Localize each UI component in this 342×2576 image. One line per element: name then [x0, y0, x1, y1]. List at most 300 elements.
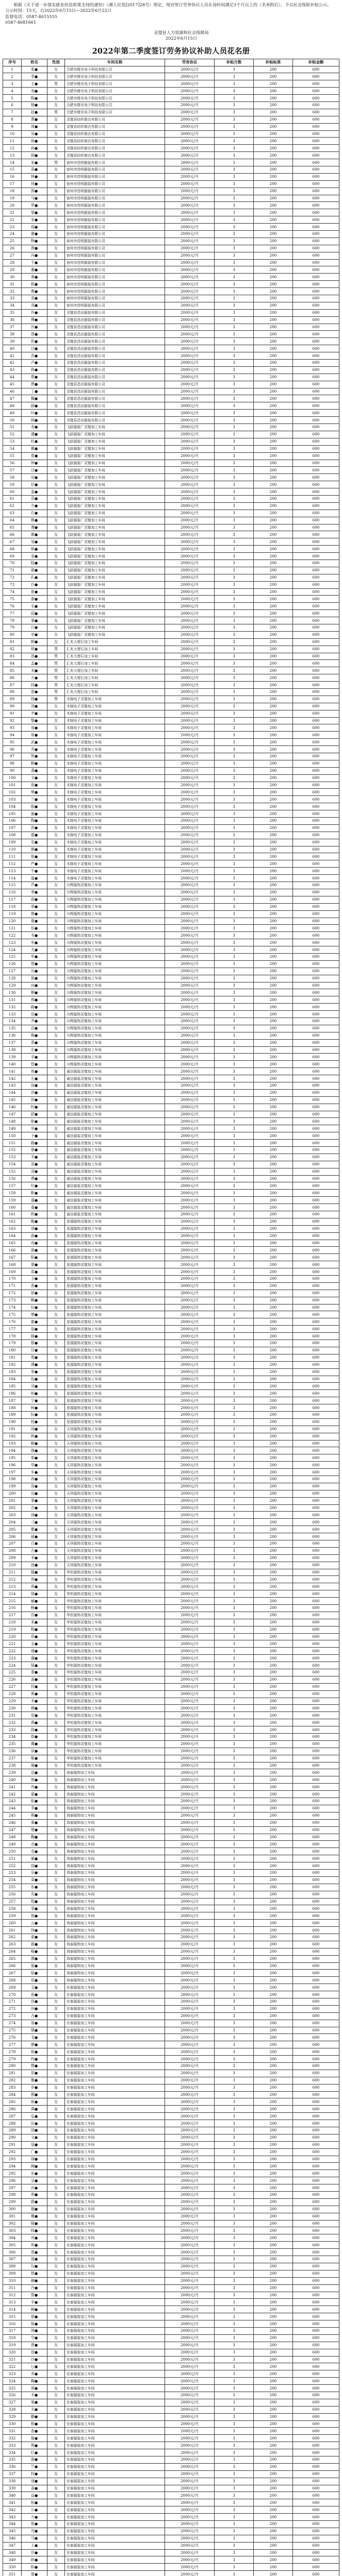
cell-name: 沿● [22, 1025, 47, 1032]
cell-amount: 600 [293, 2120, 339, 2127]
cell-months: 3 [215, 445, 254, 452]
table-row [3, 1290, 339, 1297]
cell-name: 丛● [22, 968, 47, 975]
table-row [3, 1075, 339, 1082]
cell-gender: 女 [47, 1798, 65, 1805]
cell-months: 3 [215, 2098, 254, 2106]
cell-amount: 600 [293, 1290, 339, 1297]
cell-name: 桑● [22, 1819, 47, 1826]
cell-name: 靳● [22, 1190, 47, 1197]
cell-agreement: 2000元/月 [165, 2263, 215, 2270]
cell-amount: 600 [293, 259, 339, 266]
cell-workshop: 宏泰服装加工车间 [65, 2113, 165, 2120]
cell-standard: 200 [254, 1011, 293, 1018]
cell-standard: 200 [254, 2292, 293, 2299]
cell-name: 卢● [22, 360, 47, 367]
cell-agreement: 2000元/月 [165, 1583, 215, 1590]
cell-workshop: 鸿泰服饰加工车间 [65, 1927, 165, 1934]
cell-gender: 女 [47, 1891, 65, 1898]
cell-amount: 600 [293, 1268, 339, 1276]
cell-workshop: 宏泰服装加工车间 [65, 2227, 165, 2234]
cell-index: 143 [3, 1082, 22, 1089]
cell-months: 3 [215, 452, 254, 460]
cell-gender: 女 [47, 2535, 65, 2542]
cell-gender: 女 [47, 1791, 65, 1798]
table-row [3, 467, 339, 474]
cell-name: 弘● [22, 2113, 47, 2120]
cell-gender: 女 [47, 138, 65, 145]
cell-agreement: 2000元/月 [165, 2564, 215, 2571]
cell-standard: 200 [254, 2442, 293, 2449]
table-row [3, 975, 339, 982]
cell-name: 衡● [22, 2077, 47, 2084]
cell-months: 3 [215, 631, 254, 638]
cell-agreement: 2000元/月 [165, 1383, 215, 1390]
cell-workshop: 飞跃服装厂灵璧加工车间 [65, 474, 165, 481]
table-row [3, 109, 339, 116]
cell-name: 章● [22, 903, 47, 910]
cell-amount: 600 [293, 674, 339, 682]
cell-name: 薄● [22, 1361, 47, 1368]
cell-agreement: 2000元/月 [165, 760, 215, 767]
table-row [3, 1276, 339, 1283]
cell-agreement: 2000元/月 [165, 1497, 215, 1504]
cell-workshop: 宏泰服装加工车间 [65, 2027, 165, 2034]
cell-index: 309 [3, 2270, 22, 2277]
cell-months: 3 [215, 1869, 254, 1876]
cell-amount: 600 [293, 925, 339, 932]
cell-index: 347 [3, 2542, 22, 2549]
cell-name: 左● [22, 1075, 47, 1082]
cell-standard: 200 [254, 960, 293, 968]
table-row [3, 238, 339, 245]
table-row [3, 646, 339, 653]
cell-months: 3 [215, 2528, 254, 2535]
cell-index: 340 [3, 2492, 22, 2499]
cell-gender: 女 [47, 1970, 65, 1977]
cell-index: 55 [3, 452, 22, 460]
table-row [3, 2392, 339, 2399]
cell-index: 241 [3, 1784, 22, 1791]
cell-gender: 男 [47, 159, 65, 166]
cell-index: 289 [3, 2127, 22, 2134]
cell-months: 3 [215, 1812, 254, 1819]
cell-standard: 200 [254, 2564, 293, 2571]
table-row [3, 581, 339, 588]
cell-agreement: 2000元/月 [165, 2148, 215, 2156]
cell-index: 156 [3, 1175, 22, 1182]
table-row [3, 2571, 339, 2576]
cell-index: 160 [3, 1204, 22, 1211]
cell-workshop: 木制电子灵璧加工车间 [65, 832, 165, 839]
cell-months: 3 [215, 1876, 254, 1884]
cell-gender: 女 [47, 245, 65, 252]
cell-months: 3 [215, 796, 254, 803]
cell-standard: 200 [254, 2406, 293, 2413]
cell-workshop: 木制电子灵璧加工车间 [65, 824, 165, 832]
cell-index: 158 [3, 1190, 22, 1197]
cell-amount: 600 [293, 2306, 339, 2313]
cell-workshop: 鸿泰服饰加工车间 [65, 1862, 165, 1870]
table-row [3, 1598, 339, 1605]
cell-agreement: 2000元/月 [165, 2170, 215, 2177]
cell-agreement: 2000元/月 [165, 2449, 215, 2456]
cell-months: 3 [215, 1819, 254, 1826]
cell-months: 3 [215, 360, 254, 367]
cell-gender: 女 [47, 1991, 65, 1998]
cell-workshop: 木制电子灵璧加工车间 [65, 853, 165, 860]
cell-months: 3 [215, 2227, 254, 2234]
cell-name: 金● [22, 553, 47, 560]
cell-workshop: 川辉服饰灵璧加工车间 [65, 1039, 165, 1046]
cell-workshop: 思源服饰灵璧加工车间 [65, 1418, 165, 1426]
cell-gender: 女 [47, 1920, 65, 1927]
cell-index: 2 [3, 73, 22, 80]
cell-index: 327 [3, 2399, 22, 2406]
cell-index: 283 [3, 2084, 22, 2091]
cell-months: 3 [215, 1361, 254, 1368]
cell-amount: 600 [293, 1326, 339, 1333]
cell-workshop: 天祥服饰灵璧加工车间 [65, 1512, 165, 1519]
cell-agreement: 2000元/月 [165, 1290, 215, 1297]
cell-workshop: 天祥服饰灵璧加工车间 [65, 1526, 165, 1533]
cell-gender: 女 [47, 1268, 65, 1276]
table-row [3, 1397, 339, 1404]
table-row [3, 2227, 339, 2234]
cell-amount: 600 [293, 839, 339, 846]
cell-amount: 600 [293, 546, 339, 553]
cell-agreement: 2000元/月 [165, 295, 215, 302]
cell-workshop: 思源服饰灵璧加工车间 [65, 1297, 165, 1304]
cell-workshop: 鸿泰服饰加工车间 [65, 1891, 165, 1898]
cell-amount: 600 [293, 1562, 339, 1569]
table-row [3, 2284, 339, 2292]
cell-index: 331 [3, 2428, 22, 2435]
cell-gender: 女 [47, 1834, 65, 1841]
cell-gender: 女 [47, 1705, 65, 1712]
table-row [3, 2213, 339, 2220]
table-row [3, 424, 339, 431]
cell-agreement: 2000元/月 [165, 2442, 215, 2449]
table-row [3, 1905, 339, 1912]
cell-months: 3 [215, 2399, 254, 2406]
cell-gender: 女 [47, 1190, 65, 1197]
cell-index: 278 [3, 2048, 22, 2056]
cell-workshop: 汇兆大理石加工车间 [65, 653, 165, 660]
cell-workshop: 思源服饰灵璧加工车间 [65, 1304, 165, 1311]
cell-workshop: 鸿泰服饰加工车间 [65, 1934, 165, 1941]
cell-gender: 女 [47, 732, 65, 739]
table-row [3, 80, 339, 88]
cell-index: 179 [3, 1340, 22, 1347]
cell-workshop: 宏泰服装加工车间 [65, 2163, 165, 2170]
cell-workshop: 鸿泰服饰加工车间 [65, 1876, 165, 1884]
table-row [3, 1554, 339, 1562]
cell-gender: 女 [47, 2091, 65, 2098]
cell-workshop: 宏泰服装加工车间 [65, 2549, 165, 2556]
cell-name: 顾● [22, 638, 47, 646]
table-row [3, 2428, 339, 2435]
cell-standard: 200 [254, 2156, 293, 2163]
table-row [3, 2249, 339, 2256]
cell-standard: 200 [254, 2356, 293, 2363]
cell-workshop: 华钦服饰灵璧加工车间 [65, 1590, 165, 1598]
cell-months: 3 [215, 1748, 254, 1755]
cell-gender: 女 [47, 1075, 65, 1082]
cell-months: 3 [215, 918, 254, 925]
cell-index: 149 [3, 1125, 22, 1132]
cell-months: 3 [215, 1955, 254, 1962]
cell-index: 140 [3, 1061, 22, 1068]
cell-workshop: 木制电子灵璧加工车间 [65, 782, 165, 789]
cell-amount: 600 [293, 295, 339, 302]
table-row [3, 710, 339, 717]
table-row [3, 832, 339, 839]
cell-months: 3 [215, 1104, 254, 1111]
cell-months: 3 [215, 1039, 254, 1046]
cell-name: 戴● [22, 445, 47, 452]
cell-amount: 600 [293, 2106, 339, 2113]
cell-amount: 600 [293, 732, 339, 739]
cell-gender: 女 [47, 1304, 65, 1311]
cell-standard: 200 [254, 1612, 293, 1619]
cell-standard: 200 [254, 180, 293, 188]
cell-amount: 600 [293, 660, 339, 667]
cell-amount: 600 [293, 846, 339, 853]
cell-workshop: 木制电子灵璧加工车间 [65, 703, 165, 710]
cell-months: 3 [215, 2492, 254, 2499]
cell-gender: 女 [47, 1547, 65, 1554]
table-row [3, 2456, 339, 2463]
cell-name: 管● [22, 1061, 47, 1068]
table-row [3, 782, 339, 789]
cell-workshop: 宏泰服装加工车间 [65, 2127, 165, 2134]
cell-months: 3 [215, 2463, 254, 2470]
cell-agreement: 2000元/月 [165, 1454, 215, 1462]
cell-months: 3 [215, 939, 254, 946]
cell-amount: 600 [293, 2213, 339, 2220]
cell-months: 3 [215, 488, 254, 496]
cell-agreement: 2000元/月 [165, 495, 215, 502]
cell-agreement: 2000元/月 [165, 925, 215, 932]
cell-gender: 女 [47, 1762, 65, 1769]
cell-standard: 200 [254, 1462, 293, 1469]
cell-amount: 600 [293, 73, 339, 80]
cell-name: 凌● [22, 1168, 47, 1175]
cell-gender: 女 [47, 918, 65, 925]
cell-months: 3 [215, 1784, 254, 1791]
cell-workshop: 华钦服饰灵璧加工车间 [65, 1626, 165, 1633]
cell-months: 3 [215, 1154, 254, 1161]
table-row [3, 1619, 339, 1626]
cell-name: 栾● [22, 1876, 47, 1884]
cell-index: 127 [3, 968, 22, 975]
cell-amount: 600 [293, 1232, 339, 1240]
cell-months: 3 [215, 2299, 254, 2306]
cell-agreement: 2000元/月 [165, 2077, 215, 2084]
cell-months: 3 [215, 2456, 254, 2463]
cell-standard: 200 [254, 188, 293, 195]
table-row [3, 1426, 339, 1433]
cell-standard: 200 [254, 853, 293, 860]
cell-amount: 600 [293, 1018, 339, 1025]
cell-months: 3 [215, 474, 254, 481]
cell-months: 3 [215, 1855, 254, 1862]
cell-name: 巢● [22, 2399, 47, 2406]
table-row [3, 324, 339, 331]
cell-amount: 600 [293, 1912, 339, 1920]
cell-workshop: 华钦服饰灵璧加工车间 [65, 1734, 165, 1741]
cell-workshop: 宿州市佳明服装有限公司 [65, 209, 165, 216]
cell-gender: 女 [47, 1927, 65, 1934]
cell-name: 鞠● [22, 2378, 47, 2385]
cell-standard: 200 [254, 739, 293, 746]
cell-gender: 女 [47, 2192, 65, 2199]
cell-index: 66 [3, 531, 22, 538]
cell-workshop: 木制电子灵璧加工车间 [65, 839, 165, 846]
cell-standard: 200 [254, 1240, 293, 1247]
cell-workshop: 宏泰服装加工车间 [65, 2506, 165, 2514]
cell-name: 文● [22, 2134, 47, 2141]
cell-amount: 600 [293, 1934, 339, 1941]
cell-agreement: 2000元/月 [165, 1276, 215, 1283]
cell-gender: 女 [47, 2220, 65, 2227]
cell-index: 318 [3, 2334, 22, 2342]
cell-amount: 600 [293, 2564, 339, 2571]
cell-amount: 600 [293, 739, 339, 746]
cell-index: 18 [3, 188, 22, 195]
cell-months: 3 [215, 388, 254, 395]
cell-months: 3 [215, 145, 254, 152]
cell-name: 路● [22, 1004, 47, 1011]
cell-gender: 女 [47, 796, 65, 803]
cell-name: 单● [22, 1368, 47, 1376]
cell-workshop: 宏泰服装加工车间 [65, 2449, 165, 2456]
cell-name: 庾● [22, 2048, 47, 2056]
cell-amount: 600 [293, 2327, 339, 2334]
cell-standard: 200 [254, 939, 293, 946]
cell-workshop: 诚达服装灵璧加工车间 [65, 1190, 165, 1197]
cell-months: 3 [215, 2428, 254, 2435]
cell-amount: 600 [293, 188, 339, 195]
cell-gender: 女 [47, 1426, 65, 1433]
cell-gender: 女 [47, 946, 65, 954]
cell-index: 230 [3, 1705, 22, 1712]
cell-name: 曲● [22, 1232, 47, 1240]
cell-standard: 200 [254, 2005, 293, 2012]
table-row [3, 224, 339, 231]
cell-gender: 女 [47, 374, 65, 381]
cell-agreement: 2000元/月 [165, 1225, 215, 1232]
cell-amount: 600 [293, 173, 339, 180]
cell-agreement: 2000元/月 [165, 524, 215, 531]
cell-amount: 600 [293, 2571, 339, 2576]
cell-name: 白● [22, 581, 47, 588]
cell-index: 343 [3, 2514, 22, 2521]
cell-workshop: 思源服饰灵璧加工车间 [65, 1376, 165, 1383]
cell-workshop: 合肥市橙光电子科技有限公司 [65, 101, 165, 109]
cell-agreement: 2000元/月 [165, 2084, 215, 2091]
header-index: 序号 [3, 59, 22, 66]
cell-gender: 女 [47, 517, 65, 524]
cell-agreement: 2000元/月 [165, 1247, 215, 1254]
table-row [3, 1061, 339, 1068]
cell-workshop: 鸿泰服饰加工车间 [65, 1884, 165, 1891]
cell-workshop: 川辉服饰灵璧加工车间 [65, 1054, 165, 1061]
cell-months: 3 [215, 2012, 254, 2020]
cell-agreement: 2000元/月 [165, 667, 215, 674]
cell-gender: 女 [47, 1447, 65, 1454]
cell-name: 游● [22, 1247, 47, 1254]
cell-index: 350 [3, 2564, 22, 2571]
cell-gender: 女 [47, 2378, 65, 2385]
cell-workshop: 思源服饰灵璧加工车间 [65, 1282, 165, 1290]
cell-amount: 600 [293, 1920, 339, 1927]
cell-agreement: 2000元/月 [165, 1418, 215, 1426]
cell-name: 柏● [22, 1390, 47, 1397]
cell-agreement: 2000元/月 [165, 1927, 215, 1934]
cell-standard: 200 [254, 2363, 293, 2370]
cell-workshop: 宏泰服装加工车间 [65, 2148, 165, 2156]
table-body [3, 66, 339, 2576]
cell-months: 3 [215, 1769, 254, 1776]
cell-index: 338 [3, 2478, 22, 2485]
cell-workshop: 鸿泰服饰加工车间 [65, 1805, 165, 1812]
cell-workshop: 飞跃服装厂灵璧加工车间 [65, 445, 165, 452]
cell-standard: 200 [254, 2263, 293, 2270]
cell-agreement: 2000元/月 [165, 1147, 215, 1154]
cell-standard: 200 [254, 2249, 293, 2256]
cell-gender: 女 [47, 1197, 65, 1204]
cell-workshop: 川辉服饰灵璧加工车间 [65, 1046, 165, 1054]
cell-name: 王● [22, 80, 47, 88]
cell-gender: 女 [47, 1218, 65, 1225]
table-row [3, 1147, 339, 1154]
cell-workshop: 宏泰服装加工车间 [65, 2284, 165, 2292]
table-row [3, 1605, 339, 1612]
cell-agreement: 2000元/月 [165, 1333, 215, 1340]
cell-months: 3 [215, 989, 254, 996]
cell-name: 谈● [22, 1748, 47, 1755]
cell-months: 3 [215, 1096, 254, 1104]
cell-name: 郜● [22, 1776, 47, 1784]
cell-agreement: 2000元/月 [165, 996, 215, 1004]
cell-name: 赵● [22, 109, 47, 116]
cell-months: 3 [215, 832, 254, 839]
cell-amount: 600 [293, 1726, 339, 1734]
cell-agreement: 2000元/月 [165, 1533, 215, 1540]
cell-index: 249 [3, 1841, 22, 1848]
cell-agreement: 2000元/月 [165, 2399, 215, 2406]
cell-gender: 女 [47, 231, 65, 238]
cell-gender: 女 [47, 875, 65, 882]
cell-months: 3 [215, 1082, 254, 1089]
cell-name: 翟● [22, 832, 47, 839]
cell-agreement: 2000元/月 [165, 975, 215, 982]
cell-months: 3 [215, 789, 254, 796]
cell-workshop: 宏泰服装加工车间 [65, 2470, 165, 2478]
table-row [3, 1698, 339, 1705]
cell-months: 3 [215, 1418, 254, 1426]
cell-months: 3 [215, 932, 254, 939]
cell-name: 居● [22, 2070, 47, 2077]
cell-months: 3 [215, 2091, 254, 2098]
cell-standard: 200 [254, 130, 293, 138]
cell-workshop: 川辉服饰灵璧加工车间 [65, 910, 165, 918]
table-row [3, 910, 339, 918]
cell-standard: 200 [254, 252, 293, 259]
cell-agreement: 2000元/月 [165, 1912, 215, 1920]
